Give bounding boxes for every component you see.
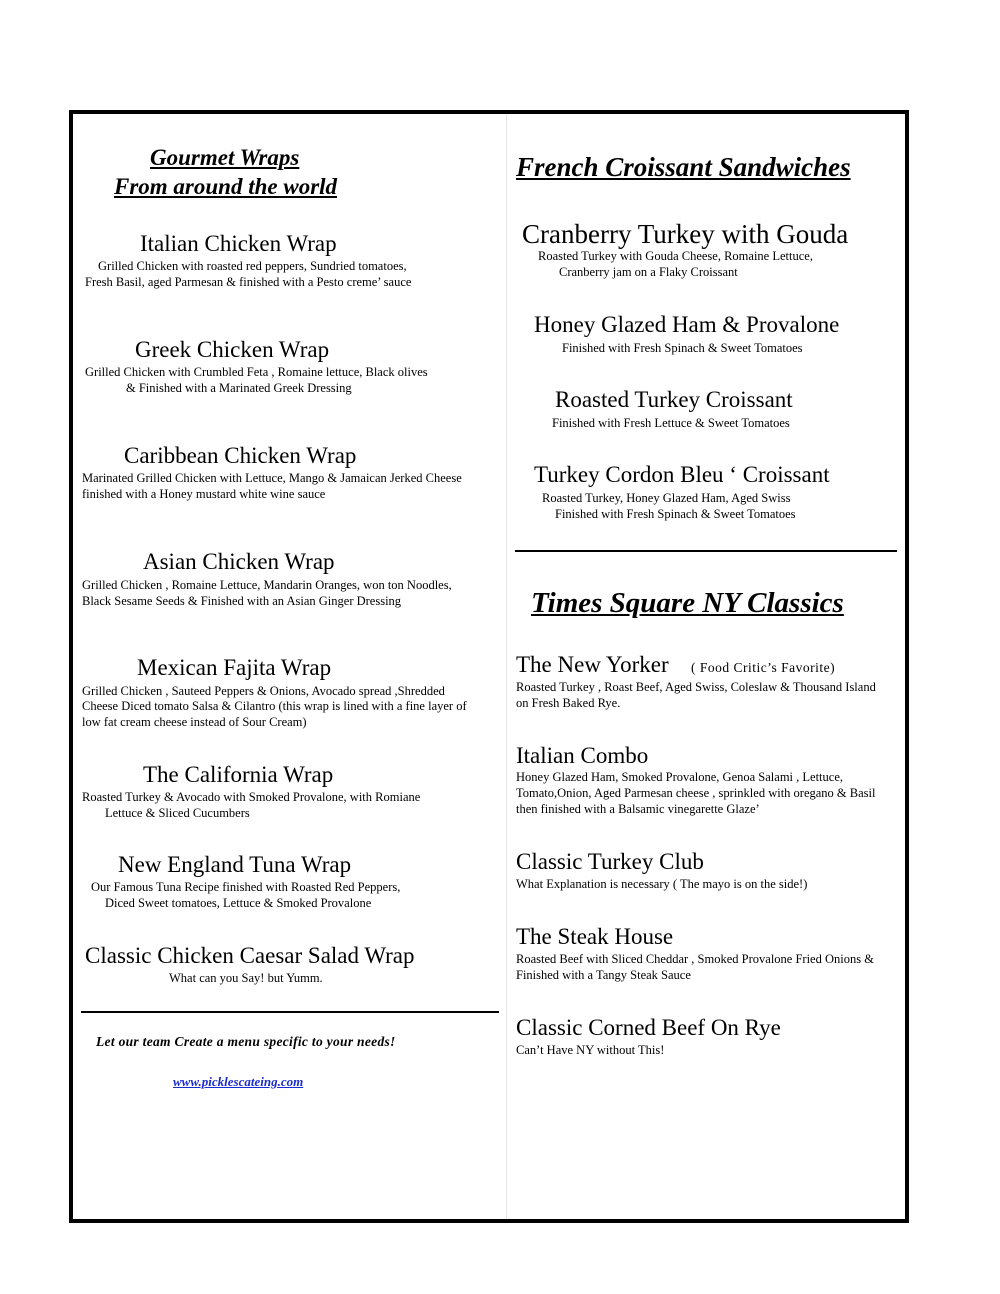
classic-item-name: Classic Corned Beef On Rye xyxy=(516,1015,781,1040)
wrap-item-name: Asian Chicken Wrap xyxy=(143,549,335,574)
classic-item-desc: Roasted Turkey , Roast Beef, Aged Swiss, Coleslaw & Thousand Island xyxy=(516,680,876,694)
classic-item-desc: on Fresh Baked Rye. xyxy=(516,696,621,710)
wrap-item-desc: Marinated Grilled Chicken with Lettuce, Mango & Jamaican Jerked Cheese xyxy=(82,471,462,485)
wrap-item-desc: Grilled Chicken with roasted red peppers, Sundried tomatoes, xyxy=(98,259,407,273)
wrap-item-desc: What can you Say! but Yumm. xyxy=(169,971,323,985)
croissant-item-name: Honey Glazed Ham & Provalone xyxy=(534,312,840,337)
classic-item-name: The Steak House xyxy=(516,924,674,949)
croissant-item-desc: Cranberry jam on a Flaky Croissant xyxy=(559,265,738,279)
classic-item-desc: Tomato,Onion, Aged Parmesan cheese , sprinkled with oregano & Basil xyxy=(516,786,876,800)
classics-heading: Times Square NY Classics xyxy=(531,587,844,619)
wrap-item-desc: Fresh Basil, aged Parmesan & finished with a Pesto creme’ sauce xyxy=(85,275,412,289)
wrap-item-desc: finished with a Honey mustard white wine sauce xyxy=(82,487,326,501)
classic-item-name: Classic Turkey Club xyxy=(516,849,704,874)
croissant-item-desc: Finished with Fresh Spinach & Sweet Tomatoes xyxy=(555,507,796,521)
wrap-item-name: Caribbean Chicken Wrap xyxy=(124,443,357,468)
wrap-item-desc: & Finished with a Marinated Greek Dressing xyxy=(126,381,352,395)
croissant-heading: French Croissant Sandwiches xyxy=(516,152,851,182)
column-divider xyxy=(506,114,507,1219)
wraps-heading-line1: Gourmet Wraps xyxy=(150,145,300,170)
classic-item-name: Italian Combo xyxy=(516,743,649,768)
wrap-item-desc: Our Famous Tuna Recipe finished with Roasted Red Peppers, xyxy=(91,880,401,894)
croissant-item-desc: Finished with Fresh Spinach & Sweet Tomatoes xyxy=(562,341,803,355)
wrap-item-name: Classic Chicken Caesar Salad Wrap xyxy=(85,943,415,968)
classic-item-name: The New Yorker xyxy=(516,652,669,677)
wrap-item-desc: Cheese Diced tomato Salsa & Cilantro (this wrap is lined with a fine layer of xyxy=(82,699,467,713)
croissant-item-name: Roasted Turkey Croissant xyxy=(555,387,793,412)
right-divider-rule xyxy=(515,550,897,552)
croissant-item-name: Cranberry Turkey with Gouda xyxy=(522,219,849,249)
croissant-item-desc: Finished with Fresh Lettuce & Sweet Tomatoes xyxy=(552,416,790,430)
wrap-item-name: Greek Chicken Wrap xyxy=(135,337,330,362)
classic-item-note: ( Food Critic’s Favorite) xyxy=(691,660,836,675)
wrap-item-desc: low fat cream cheese instead of Sour Cream) xyxy=(82,715,307,729)
wrap-item-desc: Black Sesame Seeds & Finished with an Asian Ginger Dressing xyxy=(82,594,402,608)
wrap-item-desc: Grilled Chicken , Sauteed Peppers & Onions, Avocado spread ,Shredded xyxy=(82,684,445,698)
wrap-item-name: Mexican Fajita Wrap xyxy=(137,655,332,680)
wrap-item-desc: Roasted Turkey & Avocado with Smoked Provalone, with Romiane xyxy=(82,790,421,804)
croissant-item-desc: Roasted Turkey, Honey Glazed Ham, Aged Swiss xyxy=(542,491,791,505)
website-link[interactable]: www.picklescateing.com xyxy=(173,1074,304,1089)
croissant-item-desc: Roasted Turkey with Gouda Cheese, Romaine Lettuce, xyxy=(538,249,813,263)
wrap-item-name: The California Wrap xyxy=(143,762,334,787)
wrap-item-desc: Lettuce & Sliced Cucumbers xyxy=(105,806,250,820)
classic-item-desc: What Explanation is necessary ( The mayo is on the side!) xyxy=(516,877,808,891)
wrap-item-desc: Grilled Chicken , Romaine Lettuce, Mandarin Oranges, won ton Noodles, xyxy=(82,578,452,592)
wraps-heading-line2: From around the world xyxy=(114,174,338,199)
wrap-item-name: New England Tuna Wrap xyxy=(118,852,352,877)
wrap-item-name: Italian Chicken Wrap xyxy=(140,231,337,256)
classic-item-desc: then finished with a Balsamic vinegarette Glaze’ xyxy=(516,802,760,816)
classic-item-desc: Can’t Have NY without This! xyxy=(516,1043,665,1057)
classic-item-desc: Honey Glazed Ham, Smoked Provalone, Genoa Salami , Lettuce, xyxy=(516,770,843,784)
classic-item-desc: Finished with a Tangy Steak Sauce xyxy=(516,968,691,982)
classic-item-desc: Roasted Beef with Sliced Cheddar , Smoked Provalone Fried Onions & xyxy=(516,952,874,966)
croissant-item-name: Turkey Cordon Bleu ‘ Croissant xyxy=(534,462,830,487)
left-divider-rule xyxy=(81,1011,499,1013)
wrap-item-desc: Diced Sweet tomatoes, Lettuce & Smoked Provalone xyxy=(105,896,372,910)
wrap-item-desc: Grilled Chicken with Crumbled Feta , Romaine lettuce, Black olives xyxy=(85,365,428,379)
promo-text: Let our team Create a menu specific to your needs! xyxy=(96,1034,396,1049)
